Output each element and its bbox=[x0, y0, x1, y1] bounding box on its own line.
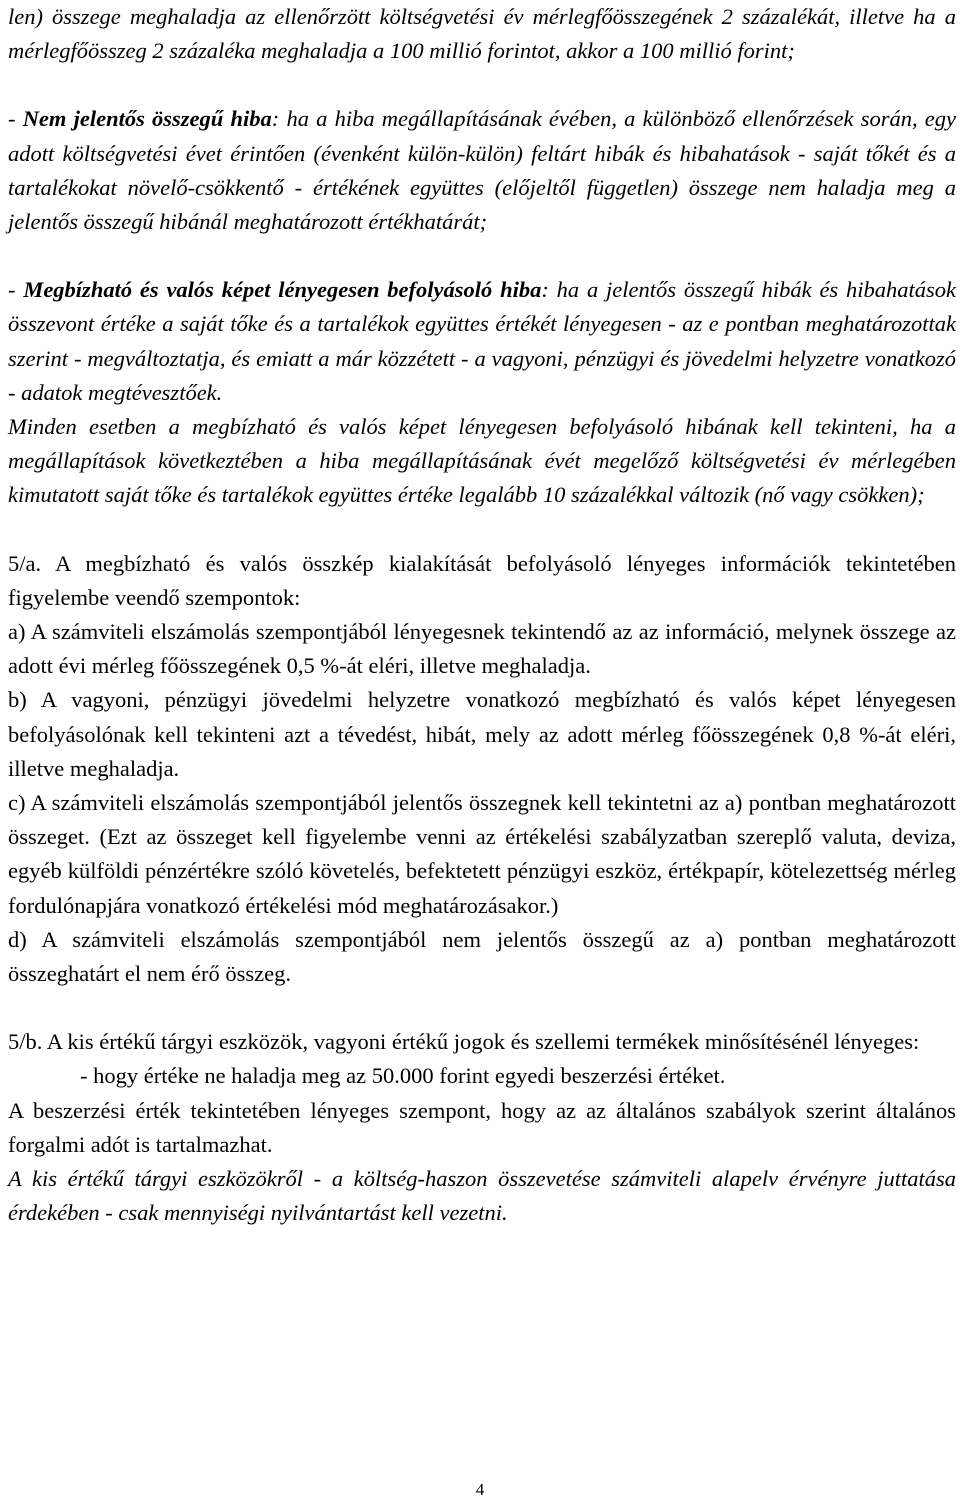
paragraph-ten-percent-rule: Minden esetben a megbízható és valós képet lényegesen befolyásoló hibának kell tekinteni, ha a megállapítások következtében a hiba megállapításának évét megelőző költségvetési év mérlegében kimutatott saját tőke és tartalékok együttes értéke legalább 10 százalékkal változik (nő vagy csökken); bbox=[8, 414, 956, 508]
section-5a-item-b: b) A vagyoni, pénzügyi jövedelmi helyzetre vonatkozó megbízható és valós képet lényegesen befolyásolónak kell tekinteni azt a tévedést, hibát, mely az adott mérleg főösszegének 0,8 %-át eléri, illetve meghaladja. bbox=[8, 687, 956, 781]
definition-dash: - bbox=[8, 106, 23, 132]
section-5a-item-c: c) A számviteli elszámolás szempontjából jelentős összegnek kell tekintetni az a) pontban meghatározott összeget. (Ezt az összeget kell figyelembe venni az értékelési szabályzatban szereplő valuta, deviza, egyéb külföldi pénzértékre szóló követelés, befektetett pénzügyi eszköz, értékpapír, kötelezettség mérleg fordulónapjára vonatkozó értékelési mód meghatározásakor.) bbox=[8, 790, 956, 918]
section-5a-item-d: d) A számviteli elszámolás szempontjából nem jelentős összegű az a) pontban meghatározott összeghatárt el nem érő összeg. bbox=[8, 926, 956, 987]
section-5a-item-a: a) A számviteli elszámolás szempontjából lényegesnek tekintendő az az információ, melynek összege az adott évi mérleg főösszegének 0,5 %-át eléri, illetve meghaladja. bbox=[8, 619, 956, 679]
paragraph-spacer bbox=[8, 991, 956, 1025]
definition-material-error bbox=[8, 273, 956, 410]
definition-term: Megbízható és valós képet lényegesen befolyásoló hiba bbox=[23, 277, 542, 303]
definition-term: Nem jelentős összegű hiba bbox=[22, 106, 272, 132]
section-5b-register-note: A kis értékű tárgyi eszközökről - a költség-haszon összevetése számviteli alapelv érvényre juttatása érdekében - csak mennyiségi nyilvántartást kell vezetni. bbox=[8, 1166, 956, 1226]
definition-dash: - bbox=[8, 277, 24, 303]
section-5b-list-item: - hogy értéke ne haladja meg az 50.000 forint egyedi beszerzési értéket. bbox=[80, 1063, 726, 1089]
section-5a-heading: 5/a. A megbízható és valós összkép kialakítását befolyásoló lényeges információk tekintetében figyelembe veendő szempontok: bbox=[8, 550, 956, 610]
definition-body: : ha a hiba megállapításának évében, a különböző ellenőrzések során, egy adott költségvetési évet érintően (évenként külön-külön) feltárt hibák és hibahatások - saját tőkét és a tartalékokat növelő-csökkentő - értékének együttes (előjeltől független) összege nem haladja meg a jelentős összegű hibánál meghatározott értékhatárát; bbox=[8, 106, 956, 235]
definition-body: : ha a jelentős összegű hibák és hibahatások összevont értéke a saját tőke és a tartalékok együttes értékét lényegesen - az e pontban meghatározottak szerint - megváltoztatja, és emiatt a már közzétett - a vagyoni, pénzügyi és jövedelmi helyzetre vonatkozó - adatok megtévesztőek. bbox=[8, 277, 956, 405]
paragraph-spacer bbox=[8, 513, 956, 547]
paragraph-spacer bbox=[8, 68, 956, 102]
paragraph-threshold-tail: len) összege meghaladja az ellenőrzött költségvetési év mérlegfőösszegének 2 százalékát, illetve ha a mérlegfőösszeg 2 százaléka meghaladja a 100 millió forintot, akkor a 100 millió forint; bbox=[8, 4, 956, 64]
section-5b-heading: 5/b. A kis értékű tárgyi eszközök, vagyoni értékű jogok és szellemi termékek minősítésénél lényeges: bbox=[8, 1029, 920, 1055]
paragraph-spacer bbox=[8, 239, 956, 273]
definition-non-significant-error bbox=[8, 102, 956, 239]
section-5b-vat-note: A beszerzési érték tekintetében lényeges szempont, hogy az az általános szabályok szerint általános forgalmi adót is tartalmazhat. bbox=[8, 1097, 956, 1157]
document-page bbox=[8, 0, 956, 1231]
page-number: 4 bbox=[475, 1480, 485, 1499]
